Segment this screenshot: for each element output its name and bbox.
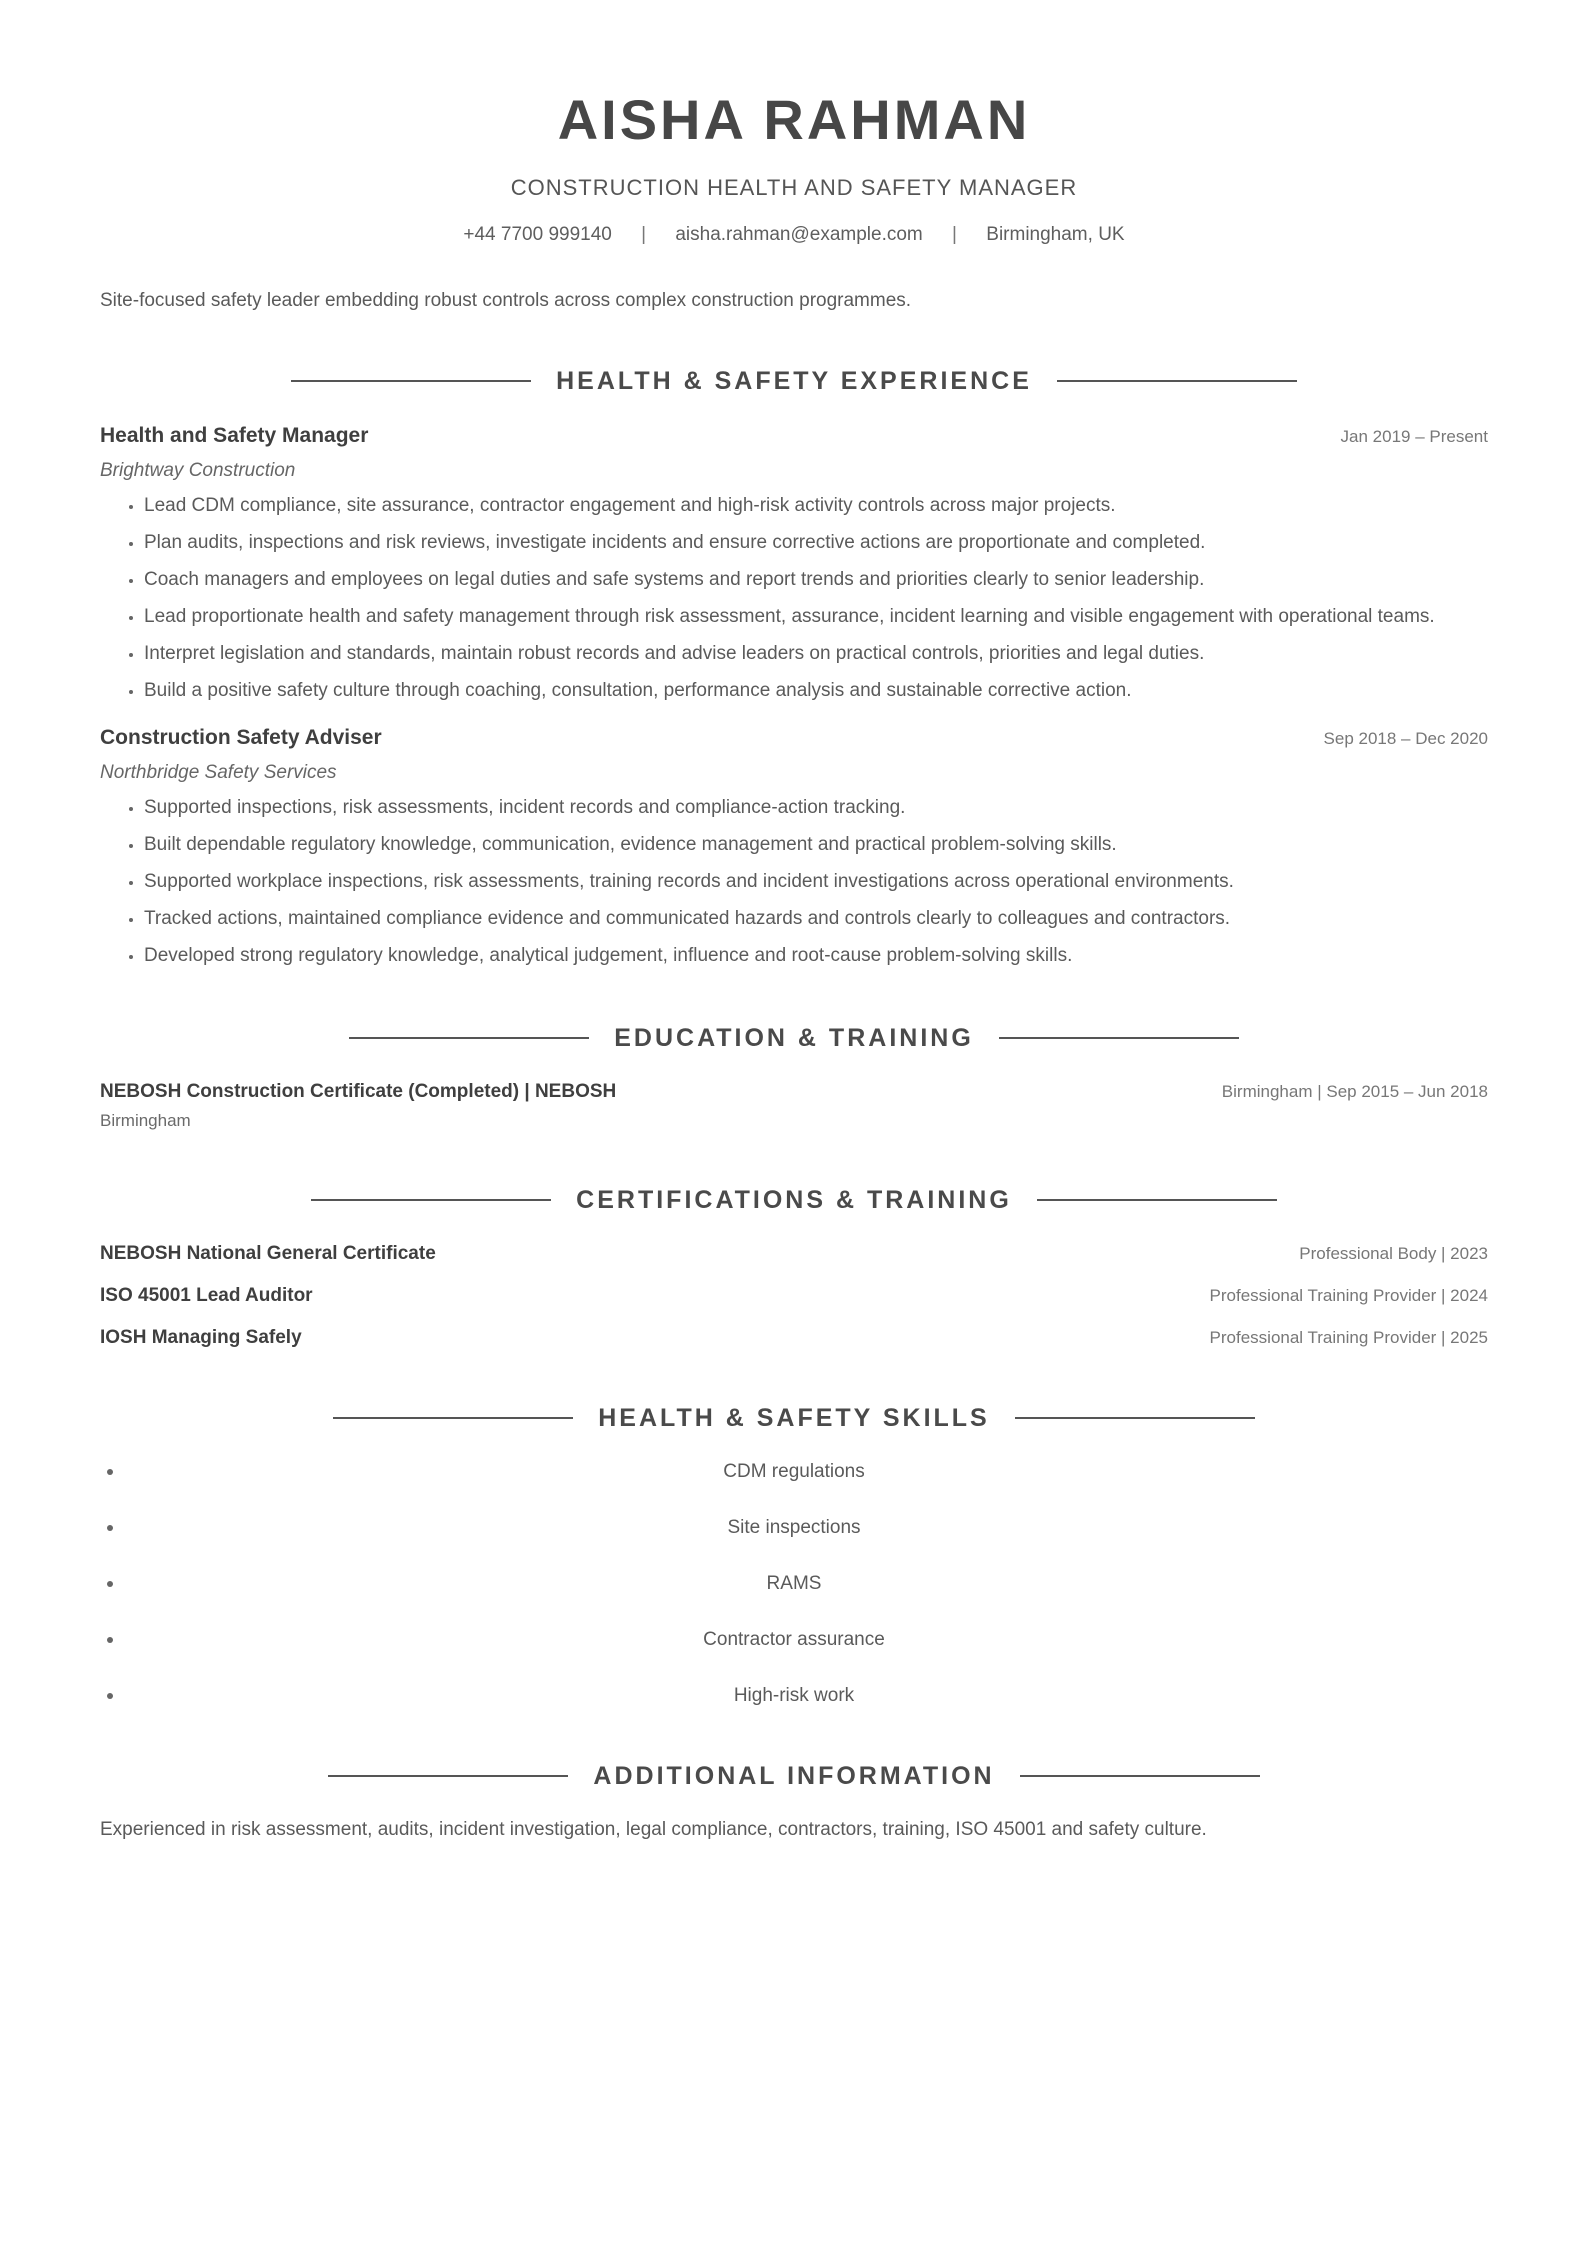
skill-label: CDM regulations bbox=[723, 1461, 865, 1482]
section-title: CERTIFICATIONS & TRAINING bbox=[576, 1186, 1012, 1214]
section-heading-skills bbox=[100, 1403, 1488, 1433]
section-heading-experience bbox=[100, 366, 1488, 396]
contact-line bbox=[100, 222, 1488, 248]
skill-item bbox=[100, 1627, 1488, 1653]
contact-separator: | bbox=[952, 224, 957, 245]
section-heading-certifications bbox=[100, 1185, 1488, 1215]
skill-label: High-risk work bbox=[733, 1685, 855, 1706]
education-meta: Birmingham | Sep 2015 – Jun 2018 bbox=[1221, 1082, 1488, 1101]
bullet-item: • Built dependable regulatory knowledge, communication, evidence management and practical problem-solving skills. bbox=[144, 829, 1488, 860]
certification-name: ISO 45001 Lead Auditor bbox=[100, 1285, 313, 1306]
company-name: Northbridge Safety Services bbox=[100, 762, 337, 783]
company-name: Brightway Construction bbox=[100, 460, 296, 481]
heading-rule-left bbox=[349, 1037, 589, 1039]
job-headline: CONSTRUCTION HEALTH AND SAFETY MANAGER bbox=[510, 175, 1078, 200]
bullet-item: • Lead CDM compliance, site assurance, contractor engagement and high-risk activity controls across major projects. bbox=[144, 490, 1488, 521]
candidate-name: AISHA RAHMAN bbox=[557, 88, 1031, 151]
skill-label: Site inspections bbox=[727, 1517, 861, 1538]
section-heading-education bbox=[100, 1023, 1488, 1053]
contact-separator: | bbox=[641, 224, 647, 245]
heading-rule-right bbox=[999, 1037, 1239, 1039]
bullet-item: • Coach managers and employees on legal duties and safe systems and report trends and priorities clearly to senior leadership. bbox=[144, 564, 1488, 595]
certification-entry bbox=[100, 1325, 1488, 1351]
email: aisha.rahman@example.com bbox=[675, 224, 923, 245]
bullet-dot-icon bbox=[107, 1693, 113, 1699]
section-heading-additional bbox=[100, 1761, 1488, 1791]
bullet-item: • Developed strong regulatory knowledge, analytical judgement, influence and root-cause problem-solving skills. bbox=[144, 940, 1488, 971]
bullet-dot-icon bbox=[107, 1469, 113, 1475]
job-title: Construction Safety Adviser bbox=[100, 726, 382, 749]
job-title: Health and Safety Manager bbox=[100, 424, 369, 447]
certification-entry bbox=[100, 1241, 1488, 1267]
job-entry bbox=[100, 422, 1488, 706]
heading-rule-left bbox=[291, 380, 531, 382]
certification-meta: Professional Training Provider | 2024 bbox=[1209, 1286, 1488, 1305]
bullet-dot-icon bbox=[107, 1637, 113, 1643]
education-title: NEBOSH Construction Certificate (Completed) | NEBOSH bbox=[100, 1081, 617, 1102]
additional-information: Experienced in risk assessment, audits, incident investigation, legal compliance, contractors, training, ISO 45001 and safety culture. bbox=[100, 1819, 1207, 1840]
certification-name: NEBOSH National General Certificate bbox=[100, 1243, 436, 1264]
skills-list bbox=[100, 1459, 1488, 1709]
skill-item bbox=[100, 1515, 1488, 1541]
bullet-item: • Tracked actions, maintained compliance evidence and communicated hazards and controls clearly to colleagues and contractors. bbox=[144, 903, 1488, 934]
bullet-item: • Build a positive safety culture through coaching, consultation, performance analysis and sustainable corrective action. bbox=[144, 675, 1488, 706]
section-title: HEALTH & SAFETY EXPERIENCE bbox=[556, 367, 1032, 395]
section-title: EDUCATION & TRAINING bbox=[614, 1024, 974, 1052]
bullet-item: • Supported inspections, risk assessments, incident records and compliance-action tracking. bbox=[144, 792, 1488, 823]
job-bullets bbox=[100, 792, 1488, 971]
certification-meta: Professional Body | 2023 bbox=[1299, 1244, 1488, 1263]
skill-label: RAMS bbox=[766, 1573, 822, 1594]
job-entry bbox=[100, 724, 1488, 971]
bullet-item: • Plan audits, inspections and risk reviews, investigate incidents and ensure corrective actions are proportionate and completed. bbox=[144, 527, 1488, 558]
bullet-item: • Lead proportionate health and safety management through risk assessment, assurance, incident learning and visible engagement with operational teams. bbox=[144, 601, 1488, 632]
heading-rule-right bbox=[1037, 1199, 1277, 1201]
heading-rule-right bbox=[1057, 380, 1297, 382]
skill-label: Contractor assurance bbox=[703, 1629, 885, 1650]
job-dates: Jan 2019 – Present bbox=[1340, 427, 1488, 446]
certification-name: IOSH Managing Safely bbox=[100, 1327, 302, 1348]
education-entry bbox=[100, 1079, 1488, 1105]
skill-item bbox=[100, 1459, 1488, 1485]
bullet-item: • Interpret legislation and standards, maintain robust records and advise leaders on practical controls, priorities and legal duties. bbox=[144, 638, 1488, 669]
heading-rule-right bbox=[1015, 1417, 1255, 1419]
skill-item bbox=[100, 1683, 1488, 1709]
phone: +44 7700 999140 bbox=[463, 224, 612, 245]
bullet-dot-icon bbox=[107, 1581, 113, 1587]
section-title: HEALTH & SAFETY SKILLS bbox=[598, 1404, 990, 1432]
resume-content bbox=[100, 0, 1488, 1843]
heading-rule-left bbox=[333, 1417, 573, 1419]
heading-rule-right bbox=[1020, 1775, 1260, 1777]
location: Birmingham, UK bbox=[986, 224, 1125, 245]
bullet-item: • Supported workplace inspections, risk assessments, training records and incident investigations across operational environments. bbox=[144, 866, 1488, 897]
certification-meta: Professional Training Provider | 2025 bbox=[1209, 1328, 1488, 1347]
heading-rule-left bbox=[311, 1199, 551, 1201]
summary: Site-focused safety leader embedding robust controls across complex construction programmes. bbox=[100, 290, 912, 311]
certification-entry bbox=[100, 1283, 1488, 1309]
section-title: ADDITIONAL INFORMATION bbox=[593, 1762, 995, 1790]
job-bullets bbox=[100, 490, 1488, 706]
bullet-dot-icon bbox=[107, 1525, 113, 1531]
job-dates: Sep 2018 – Dec 2020 bbox=[1323, 729, 1488, 748]
skill-item bbox=[100, 1571, 1488, 1597]
heading-rule-left bbox=[328, 1775, 568, 1777]
education-location: Birmingham bbox=[100, 1111, 191, 1130]
